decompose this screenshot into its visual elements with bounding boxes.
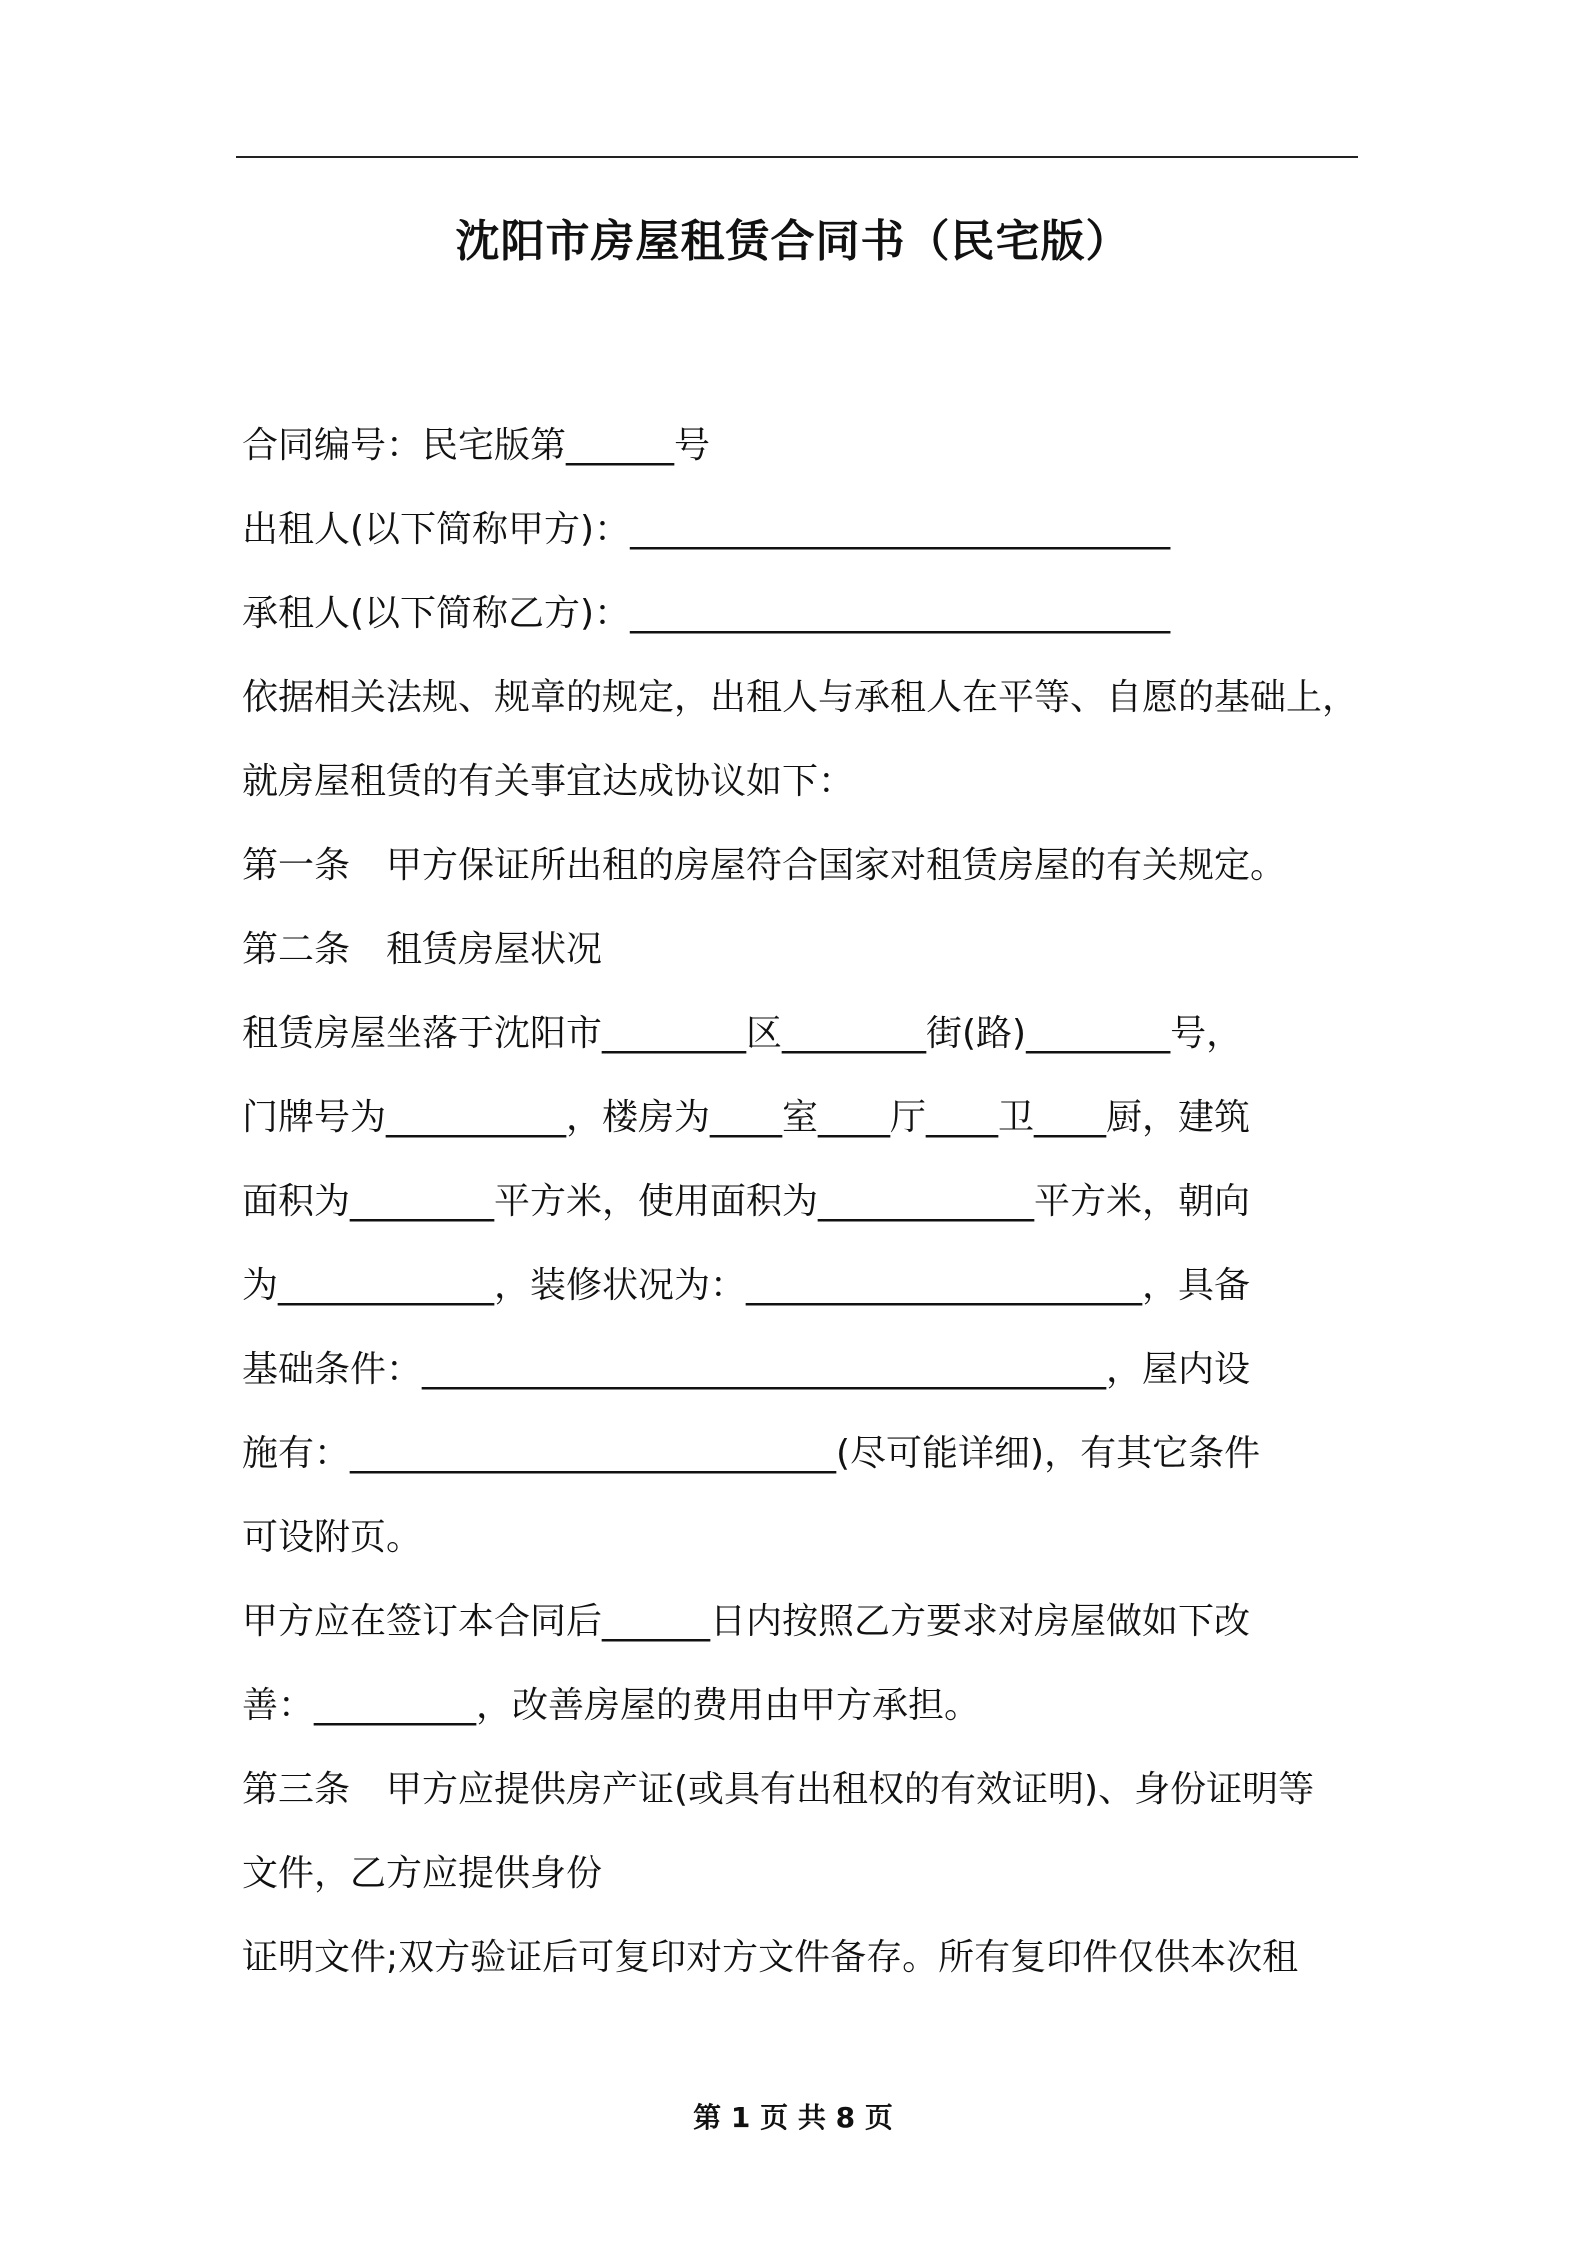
article-2-line: 面积为________平方米，使用面积为____________平方米，朝向 [242,1181,1251,1222]
article-2-heading: 第二条 租赁房屋状况 [242,929,603,970]
article-2-line: 门牌号为__________，楼房为____室____厅____卫____厨，建筑 [242,1097,1251,1138]
article-2-line: 为____________，装修状况为：______________________，具备 [242,1265,1251,1306]
document-body [242,404,1360,2000]
improvement-line: 善：_________，改善房屋的费用由甲方承担。 [242,1685,981,1726]
document-title: 沈阳市房屋租赁合同书（民宅版） [455,216,1131,267]
contract-number-line: 合同编号：民宅版第______号 [242,425,711,466]
lessee-line: 承租人(以下简称乙方)：______________________________ [242,593,1171,634]
preamble-line: 依据相关法规、规章的规定，出租人与承租人在平等、自愿的基础上， [242,677,1359,718]
page-number-footer: 第 1 页 共 8 页 [693,2101,893,2134]
article-3-line: 文件，乙方应提供身份 [242,1853,603,1894]
article-1-line: 第一条 甲方保证所出租的房屋符合国家对租赁房屋的有关规定。 [242,845,1287,886]
article-2-line: 可设附页。 [242,1517,423,1558]
preamble-line: 就房屋租赁的有关事宜达成协议如下： [242,761,855,802]
article-2-line: 施有：___________________________(尽可能详细)，有其它条件 [242,1433,1261,1474]
article-3-line: 证明文件;双方验证后可复印对方文件备存。所有复印件仅供本次租 [242,1937,1299,1978]
article-3-line: 第三条 甲方应提供房产证(或具有出租权的有效证明)、身份证明等 [242,1769,1315,1810]
header-rule [236,156,1358,158]
article-2-line: 租赁房屋坐落于沈阳市________区________街(路)________号， [242,1013,1243,1054]
lessor-line: 出租人(以下简称甲方)：______________________________ [242,509,1171,550]
article-2-line: 基础条件：______________________________________，屋内设 [242,1349,1251,1390]
improvement-line: 甲方应在签订本合同后______日内按照乙方要求对房屋做如下改 [242,1601,1251,1642]
